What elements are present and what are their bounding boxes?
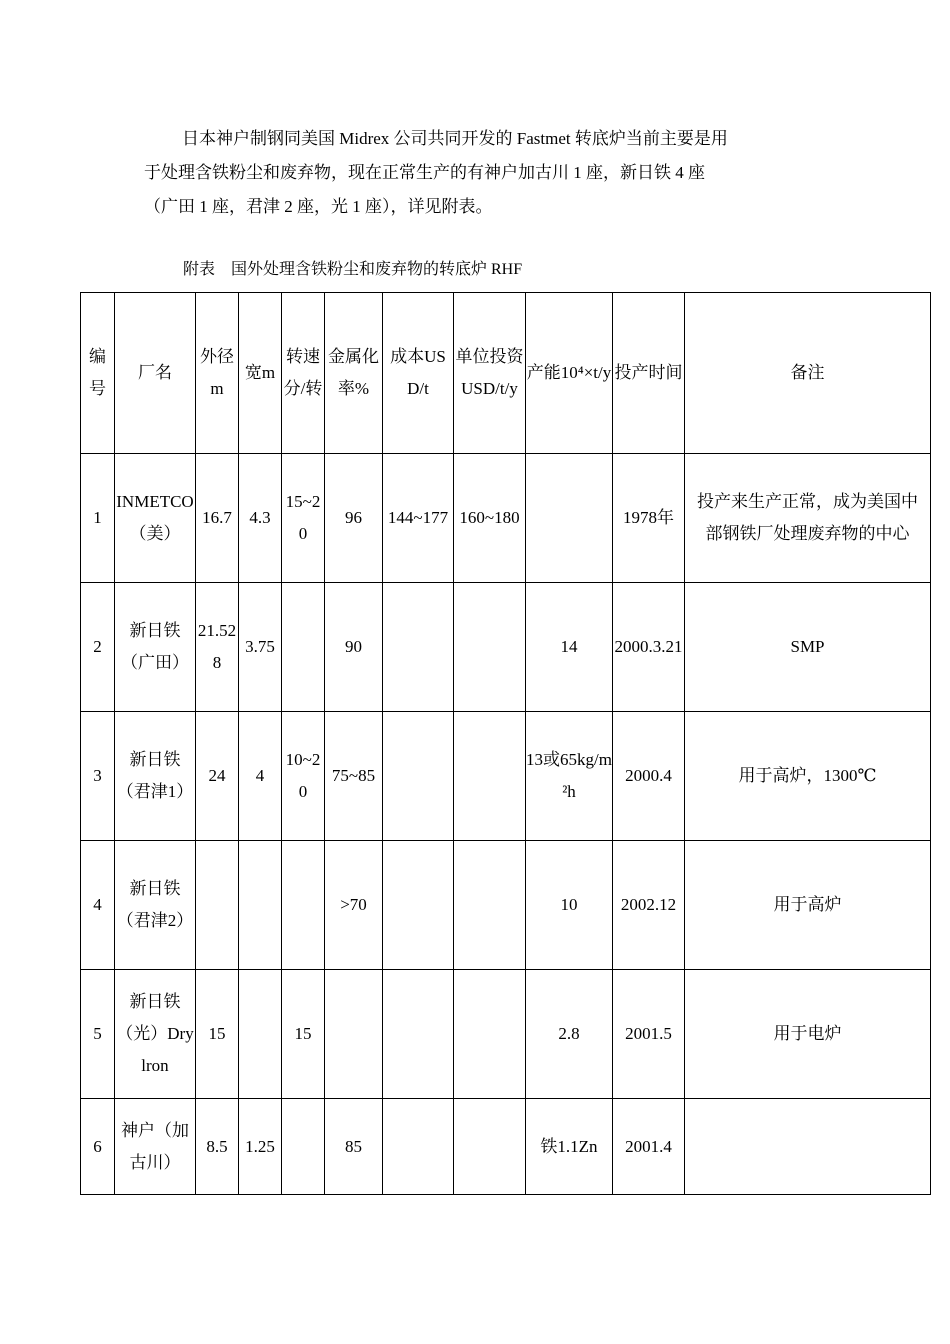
cell-no: 2 [81, 583, 115, 712]
table-row [81, 841, 931, 970]
cell-no: 3 [81, 712, 115, 841]
cell-width [239, 970, 282, 1099]
cell-metal: 90 [325, 583, 383, 712]
cell-plant: 神户（加古川） [115, 1099, 196, 1195]
cell-invest [454, 712, 526, 841]
cell-cost [383, 712, 454, 841]
header-cell: 备注 [685, 293, 931, 454]
cell-metal: >70 [325, 841, 383, 970]
cell-plant: INMETCO（美） [115, 454, 196, 583]
cell-start: 2000.4 [613, 712, 685, 841]
cell-plant: 新日铁（君津1） [115, 712, 196, 841]
cell-od: 16.7 [196, 454, 239, 583]
cell-remark [685, 1099, 931, 1195]
table-row [81, 583, 931, 712]
header-cell: 金属化率% [325, 293, 383, 454]
cell-remark: 投产来生产正常，成为美国中部钢铁厂处理废弃物的中心 [685, 454, 931, 583]
cell-remark: SMP [685, 583, 931, 712]
cell-capacity: 铁1.1Zn [526, 1099, 613, 1195]
cell-start: 1978年 [613, 454, 685, 583]
intro-paragraph [144, 122, 824, 224]
cell-invest: 160~180 [454, 454, 526, 583]
intro-line-1: 日本神户制钢同美国 Midrex 公司共同开发的 Fastmet 转底炉当前主要是用 [182, 129, 728, 148]
cell-width [239, 841, 282, 970]
table-row [81, 454, 931, 583]
cell-width: 3.75 [239, 583, 282, 712]
header-cell: 宽m [239, 293, 282, 454]
header-cell: 投产时间 [613, 293, 685, 454]
table-row [81, 712, 931, 841]
cell-cost [383, 1099, 454, 1195]
cell-invest [454, 841, 526, 970]
cell-metal [325, 970, 383, 1099]
header-cell: 外径m [196, 293, 239, 454]
cell-speed [282, 841, 325, 970]
cell-no: 6 [81, 1099, 115, 1195]
cell-od: 15 [196, 970, 239, 1099]
cell-capacity [526, 454, 613, 583]
cell-capacity: 2.8 [526, 970, 613, 1099]
table-header-row [81, 293, 931, 454]
cell-width: 4.3 [239, 454, 282, 583]
cell-remark: 用于高炉，1300℃ [685, 712, 931, 841]
table-caption: 附表 国外处理含铁粉尘和废弃物的转底炉 RHF [183, 261, 523, 278]
cell-cost [383, 841, 454, 970]
cell-no: 4 [81, 841, 115, 970]
cell-start: 2000.3.21 [613, 583, 685, 712]
cell-width: 1.25 [239, 1099, 282, 1195]
cell-plant: 新日铁（广田） [115, 583, 196, 712]
header-cell: 厂名 [115, 293, 196, 454]
cell-invest [454, 970, 526, 1099]
cell-start: 2001.4 [613, 1099, 685, 1195]
cell-cost [383, 970, 454, 1099]
cell-speed [282, 1099, 325, 1195]
cell-remark: 用于电炉 [685, 970, 931, 1099]
cell-start: 2001.5 [613, 970, 685, 1099]
rhf-table [80, 292, 931, 1195]
cell-speed: 15 [282, 970, 325, 1099]
intro-line-2: 于处理含铁粉尘和废弃物，现在正常生产的有神户加古川 1 座，新日铁 4 座 [144, 163, 705, 182]
cell-cost [383, 583, 454, 712]
cell-no: 5 [81, 970, 115, 1099]
cell-remark: 用于高炉 [685, 841, 931, 970]
cell-od: 24 [196, 712, 239, 841]
cell-speed [282, 583, 325, 712]
cell-od [196, 841, 239, 970]
header-cell: 编号 [81, 293, 115, 454]
intro-line-3: （广田 1 座，君津 2 座，光 1 座），详见附表。 [144, 197, 493, 216]
cell-width: 4 [239, 712, 282, 841]
cell-cost: 144~177 [383, 454, 454, 583]
cell-capacity: 13或65kg/m²h [526, 712, 613, 841]
cell-od: 21.528 [196, 583, 239, 712]
cell-metal: 85 [325, 1099, 383, 1195]
cell-plant: 新日铁（君津2） [115, 841, 196, 970]
table-row [81, 970, 931, 1099]
header-cell: 转速分/转 [282, 293, 325, 454]
cell-plant: 新日铁（光）Drylron [115, 970, 196, 1099]
header-cell: 产能10⁴×t/y [526, 293, 613, 454]
cell-metal: 96 [325, 454, 383, 583]
cell-invest [454, 1099, 526, 1195]
cell-capacity: 10 [526, 841, 613, 970]
cell-capacity: 14 [526, 583, 613, 712]
cell-start: 2002.12 [613, 841, 685, 970]
cell-od: 8.5 [196, 1099, 239, 1195]
cell-invest [454, 583, 526, 712]
cell-no: 1 [81, 454, 115, 583]
cell-metal: 75~85 [325, 712, 383, 841]
cell-speed: 15~20 [282, 454, 325, 583]
table-row [81, 1099, 931, 1195]
header-cell: 成本USD/t [383, 293, 454, 454]
header-cell: 单位投资USD/t/y [454, 293, 526, 454]
cell-speed: 10~20 [282, 712, 325, 841]
